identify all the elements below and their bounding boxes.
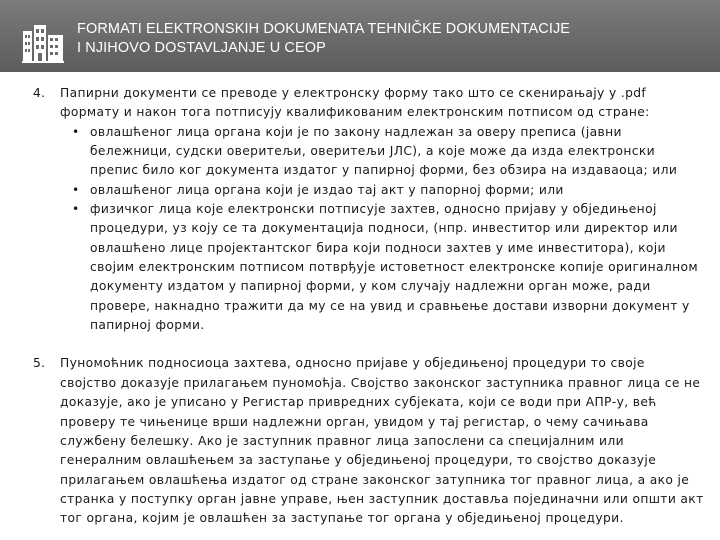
list-item-4 — [0, 84, 720, 335]
item-number: 4. — [33, 86, 46, 100]
slide-title-line-1: FORMATI ELEKTRONSKIH DOKUMENATA TEHNIČKE DOKUMENTACIJE — [77, 21, 571, 37]
bullet-icon: • — [72, 182, 80, 197]
bullet-item — [60, 200, 704, 335]
bullet-item — [60, 123, 704, 181]
bullet-icon: • — [72, 202, 80, 217]
slide-title-line-2: I NJIHOVO DOSTAVLJANJE U CEOP — [77, 40, 326, 56]
list-item-5 — [0, 354, 720, 528]
item-text: Папирни документи се преводе у електронску форму тако што се скенирањају у .pdf формату и након тога потписују квалификованим електронским потписом од стране: — [60, 86, 650, 120]
bullet-text: овлашћеног лица органа који је издао тај акт у папорној форми; или — [90, 182, 564, 197]
item-number: 5. — [33, 356, 46, 371]
building-logo-icon — [22, 23, 64, 63]
item-text: Пуномоћник подносиоца захтева, односно пријаве у обједињеној процедури то своје својство доказује прилагањем пуномоћја. Својство законског заступника правног лица се не доказује, ако је уписано у Регистар привредних субјеката, који се води при АПР-у, већ проверу те чињенице врши надлежни орган, увидом у тај регистар, о чему сачињава службену белешку. Ако је заступник правног лица запослени са специјалним или генералним овлашћењем за заступање у обједињеној процедури, то својство доказује прилагањем овлашћења издатог од стране законског затупника тог правног лица, а ако је странка у поступку орган јавне управе, њен заступник доставља појединачни или општи акт тог органа, којим је овлашћен за заступање тог органа у обједињеној процедури. — [60, 356, 704, 526]
bullet-text: физичког лица које електронски потписује захтев, односно пријаву у обједињеној процедури, уз коју се та документација подноси, (нпр. инвеститор или директор или овлашћено лице пројектантског бира који подноси захтев у име инвеститора), који својим електронским потписом потврђује истоветност електронске копије оригиналном документу издатом у папирној форми, у ком случају надлежни орган може, ради провере, накнадно тражити да му се на увид и сравњење достави изворни документ у папирној форми. — [90, 202, 698, 333]
slide-title — [77, 20, 697, 58]
header-bar — [0, 0, 720, 72]
spacer — [0, 335, 720, 354]
bullet-text: овлашћеног лица органа који је по закону надлежан за оверу преписа (јавни бележници, судски оверитељи, оверитељи ЈЛС), а које може да изда електронски препис било ког документа издатог у папирној форми, без обзира на издаваоца; или — [90, 124, 678, 178]
slide-content — [0, 84, 720, 529]
bullet-list — [60, 123, 704, 336]
bullet-item — [60, 181, 704, 200]
bullet-icon: • — [72, 124, 80, 139]
